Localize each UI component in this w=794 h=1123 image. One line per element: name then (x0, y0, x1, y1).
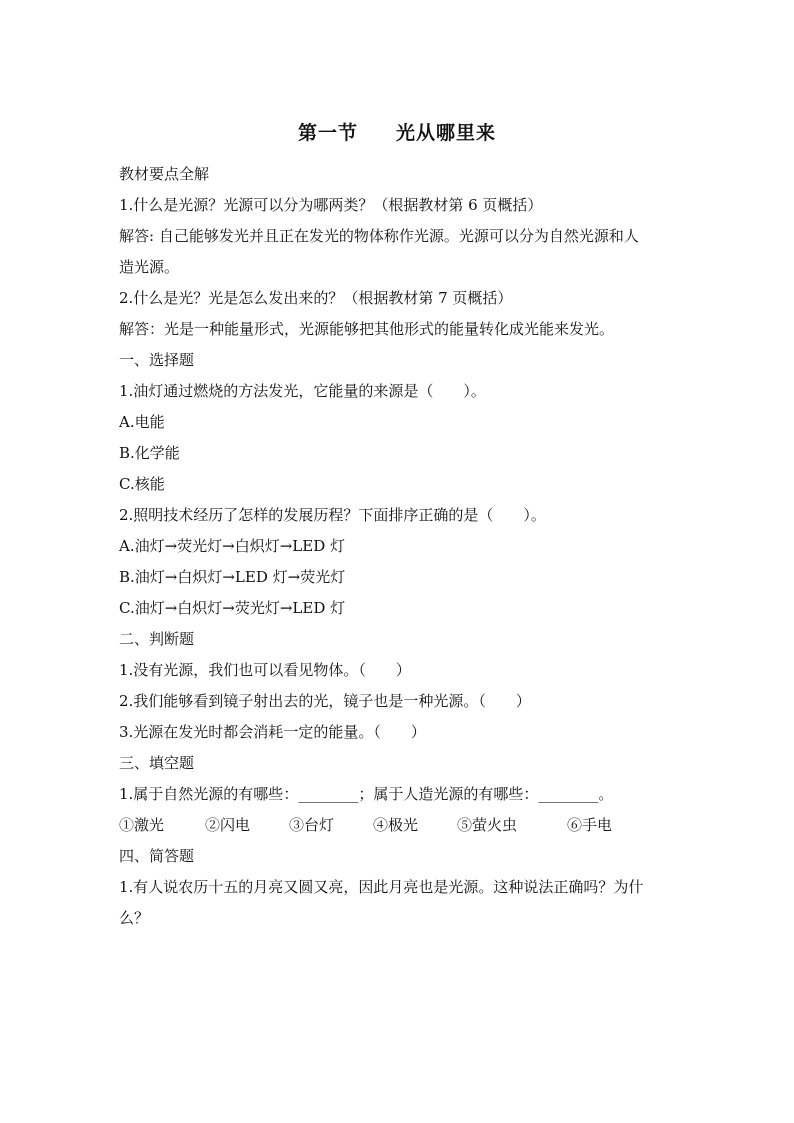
choice-2-option-c: C.油灯→白炽灯→荧光灯→LED 灯 (119, 599, 346, 617)
document-body (119, 159, 679, 934)
short-question-1-line-2: 么？ (119, 909, 150, 927)
choice-question-1: 1.油灯通过燃烧的方法发光，它能量的来源是（ ）。 (119, 382, 486, 400)
choice-2-option-a: A.油灯→荧光灯→白炽灯→LED 灯 (119, 537, 346, 555)
judge-heading: 二、判断题 (119, 630, 195, 648)
fill-option-4: ④极光 (373, 816, 419, 834)
fill-option-6: ⑥手电 (567, 816, 613, 834)
key-points-heading: 教材要点全解 (119, 165, 210, 183)
choice-1-option-a: A.电能 (119, 413, 165, 431)
title-section-name: 光从哪里来 (396, 122, 497, 144)
choice-2-option-b: B.油灯→白炽灯→LED 灯→荧光灯 (119, 568, 346, 586)
choice-question-2: 2.照明技术经历了怎样的发展历程？下面排序正确的是（ ）。 (119, 506, 546, 524)
fill-option-1: ①激光 (119, 816, 165, 834)
fill-option-5: ⑤萤火虫 (457, 816, 518, 834)
short-answer-heading: 四、简答题 (119, 847, 195, 865)
judge-question-3: 3.光源在发光时都会消耗一定的能量。（ ） (119, 723, 426, 741)
choice-heading: 一、选择题 (119, 351, 195, 369)
fill-options (119, 810, 679, 841)
choice-1-option-b: B.化学能 (119, 444, 180, 462)
answer-1-line-2: 造光源。 (119, 258, 180, 276)
question-1: 1.什么是光源？光源可以分为哪两类？（根据教材第 6 页概括） (119, 196, 543, 214)
answer-2: 解答：光是一种能量形式，光源能够把其他形式的能量转化成光能来发光。 (119, 320, 615, 338)
judge-question-2: 2.我们能够看到镜子射出去的光，镜子也是一种光源。（ ） (119, 692, 531, 710)
question-2: 2.什么是光？光是怎么发出来的？（根据教材第 7 页概括） (119, 289, 513, 307)
page-title (0, 118, 794, 145)
fill-option-3: ③台灯 (289, 816, 335, 834)
fill-heading: 三、填空题 (119, 754, 195, 772)
title-section-number: 第一节 (297, 122, 358, 144)
judge-question-1: 1.没有光源，我们也可以看见物体。（ ） (119, 661, 411, 679)
short-question-1-line-1: 1.有人说农历十五的月亮又圆又亮，因此月亮也是光源。这种说法正确吗？为什 (119, 878, 644, 896)
choice-1-option-c: C.核能 (119, 475, 165, 493)
fill-option-2: ②闪电 (205, 816, 251, 834)
fill-question-1: 1.属于自然光源的有哪些：________；属于人造光源的有哪些：________。 (119, 785, 614, 803)
answer-1-line-1: 解答: 自己能够发光并且正在发光的物体称作光源。光源可以分为自然光源和人 (119, 227, 639, 245)
